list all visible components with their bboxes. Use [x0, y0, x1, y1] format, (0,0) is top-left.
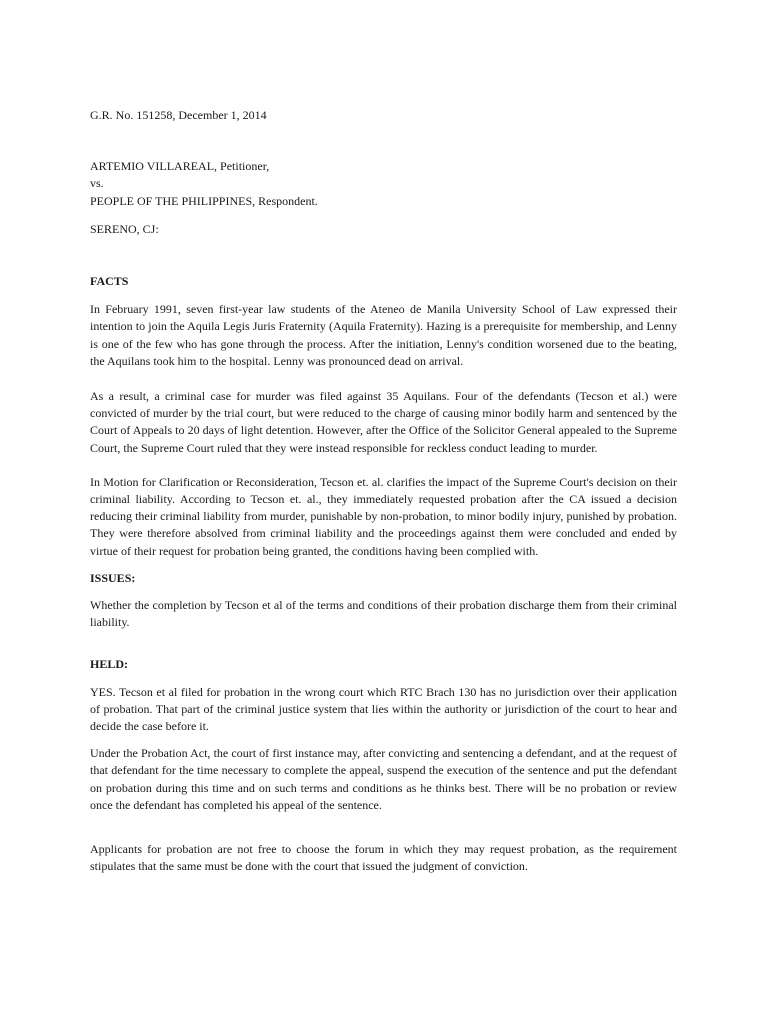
facts-paragraph: In Motion for Clarification or Reconsideration, Tecson et. al. clarifies the impact of the Supreme Court's decision on their criminal liability. According to Tecson et. al., they immediately requested probation after the CA issued a decision reducing their criminal liability from murder, punishable by non-probation, to minor bodily injury, punished by probation. They were therefore absolved from criminal liability and the proceedings against them were concluded and ended by virtue of their request for probation being granted, the conditions having been complied with. [90, 474, 677, 558]
facts-heading: FACTS [90, 274, 129, 289]
issues-paragraph: Whether the completion by Tecson et al of the terms and conditions of their probation discharge them from their criminal liability. [90, 598, 677, 630]
held-heading: HELD: [90, 657, 129, 672]
ponente-line: SERENO, CJ: [90, 221, 159, 236]
petitioner-line: ARTEMIO VILLAREAL, Petitioner, [90, 159, 270, 174]
case-number: G.R. No. 151258, December 1, 2014 [90, 108, 267, 122]
held-paragraph: Under the Probation Act, the court of first instance may, after convicting and sentencing a defendant, and at the request of that defendant for the time necessary to complete the appeal, suspend the execution of the sentence and put the defendant on probation during this time and on such terms and conditions as he thinks best. There will be no probation or review once the defendant has completed his appeal of the sentence. [90, 746, 677, 812]
issues-heading: ISSUES: [90, 570, 136, 585]
facts-paragraph: In February 1991, seven first-year law students of the Ateneo de Manila University School of Law expressed their intention to join the Aquila Legis Juris Fraternity (Aquila Fraternity). Hazing is a prerequisite for membership, and Lenny is one of the few who has gone through the process. After the initiation, Lenny's condition worsened due to the beating, the Aquilans took him to the hospital. Lenny was pronounced dead on arrival. [90, 302, 677, 368]
held-paragraph: YES. Tecson et al filed for probation in the wrong court which RTC Brach 130 has no jurisdiction over their application of probation. That part of the criminal justice system that lies within the authority or jurisdiction of the court to hear and decide the case before it. [90, 684, 677, 734]
respondent-line: PEOPLE OF THE PHILIPPINES, Respondent. [90, 193, 318, 208]
held-paragraph: Applicants for probation are not free to choose the forum in which they may request probation, as the requirement stipulates that the same must be done with the court that issued the judgment of conviction. [90, 842, 677, 874]
document-body [90, 107, 677, 876]
versus-line: vs. [90, 176, 104, 191]
facts-paragraph: As a result, a criminal case for murder was filed against 35 Aquilans. Four of the defendants (Tecson et al.) were convicted of murder by the trial court, but were reduced to the charge of causing minor bodily harm and sentenced by the Court of Appeals to 20 days of light detention. However, after the Office of the Solicitor General appealed to the Supreme Court, the Supreme Court ruled that they were instead responsible for reckless conduct leading to murder. [90, 389, 677, 455]
